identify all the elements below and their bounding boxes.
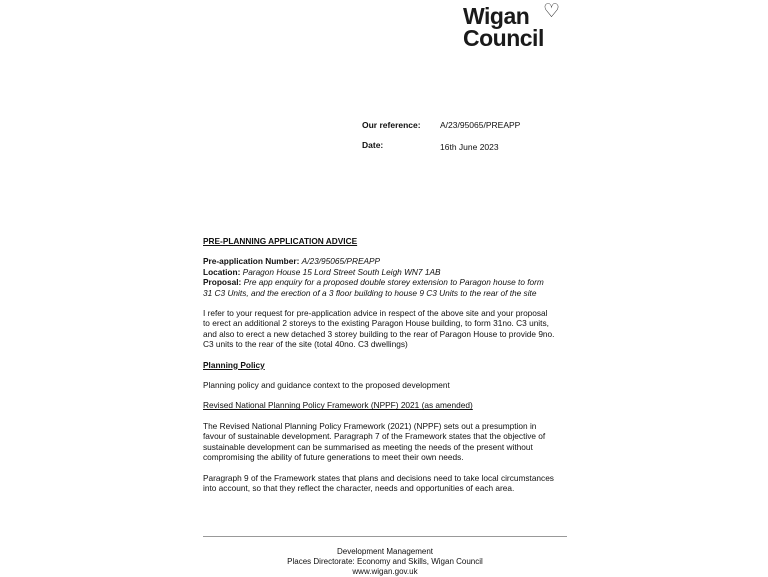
policy-intro: Planning policy and guidance context to the proposed development <box>203 380 450 391</box>
nppf-heading: Revised National Planning Policy Framework (NPPF) 2021 (as amended) <box>203 400 473 411</box>
proposal-value: Pre app enquiry for a proposed double storey extension to Paragon house to form 31 C3 Units, and the erection of a 3 floor building to house 9 C3 Units to the rear of the site <box>203 277 544 298</box>
letter-body <box>203 236 555 493</box>
letter-heading: PRE-PLANNING APPLICATION ADVICE <box>203 236 358 246</box>
nppf-paragraph-1: The Revised National Planning Policy Framework (2021) (NPPF) sets out a presumption in favour of sustainable development. Paragraph 7 of the Framework states that the objective of sustainable development can be summarised as meeting the needs of the present without compromising the ability of future generations to meet their own needs. <box>203 420 546 463</box>
footer <box>203 547 567 577</box>
our-reference-label: Our reference: <box>362 120 421 130</box>
preapp-number <box>203 256 555 266</box>
logo-wordmark-line1: Wigan <box>463 3 530 29</box>
intro-paragraph: I refer to your request for pre-application advice in respect of the above site and your proposal to erect an additional 2 storeys to the existing Paragon House building, to form 31no. C3 units, and also to erect a new detached 3 storey building to the rear of Paragon House to provide 9no. C3 units to the rear of the site (total 40no. C3 dwellings) <box>203 308 555 350</box>
preapp-label: Pre-application Number: <box>203 256 300 267</box>
preapp-value: A/23/95065/PREAPP <box>301 256 381 267</box>
planning-policy-heading: Planning Policy <box>203 359 265 370</box>
location-value: Paragon House 15 Lord Street South Leigh WN7 1AB <box>242 266 441 277</box>
date-label: Date: <box>362 140 384 150</box>
heart-icon: ♡ <box>543 1 561 22</box>
proposal <box>203 277 555 298</box>
nppf-paragraph-2: Paragraph 9 of the Framework states that plans and decisions need to take local circumstances into account, so that they reflect the character, needs and opportunities of each area. <box>203 472 554 493</box>
footer-line-2: Places Directorate: Economy and Skills, Wigan Council <box>287 557 483 566</box>
council-logo <box>463 1 563 52</box>
location-label: Location: <box>203 266 241 277</box>
our-reference-value: A/23/95065/PREAPP <box>440 120 521 130</box>
footer-website: www.wigan.gov.uk <box>352 567 418 576</box>
logo-wordmark-line2: Council <box>463 25 544 51</box>
date-value: 16th June 2023 <box>440 142 499 152</box>
location <box>203 267 555 277</box>
footer-line-1: Development Management <box>336 547 434 556</box>
proposal-label: Proposal: <box>203 277 242 288</box>
footer-divider <box>203 536 567 537</box>
